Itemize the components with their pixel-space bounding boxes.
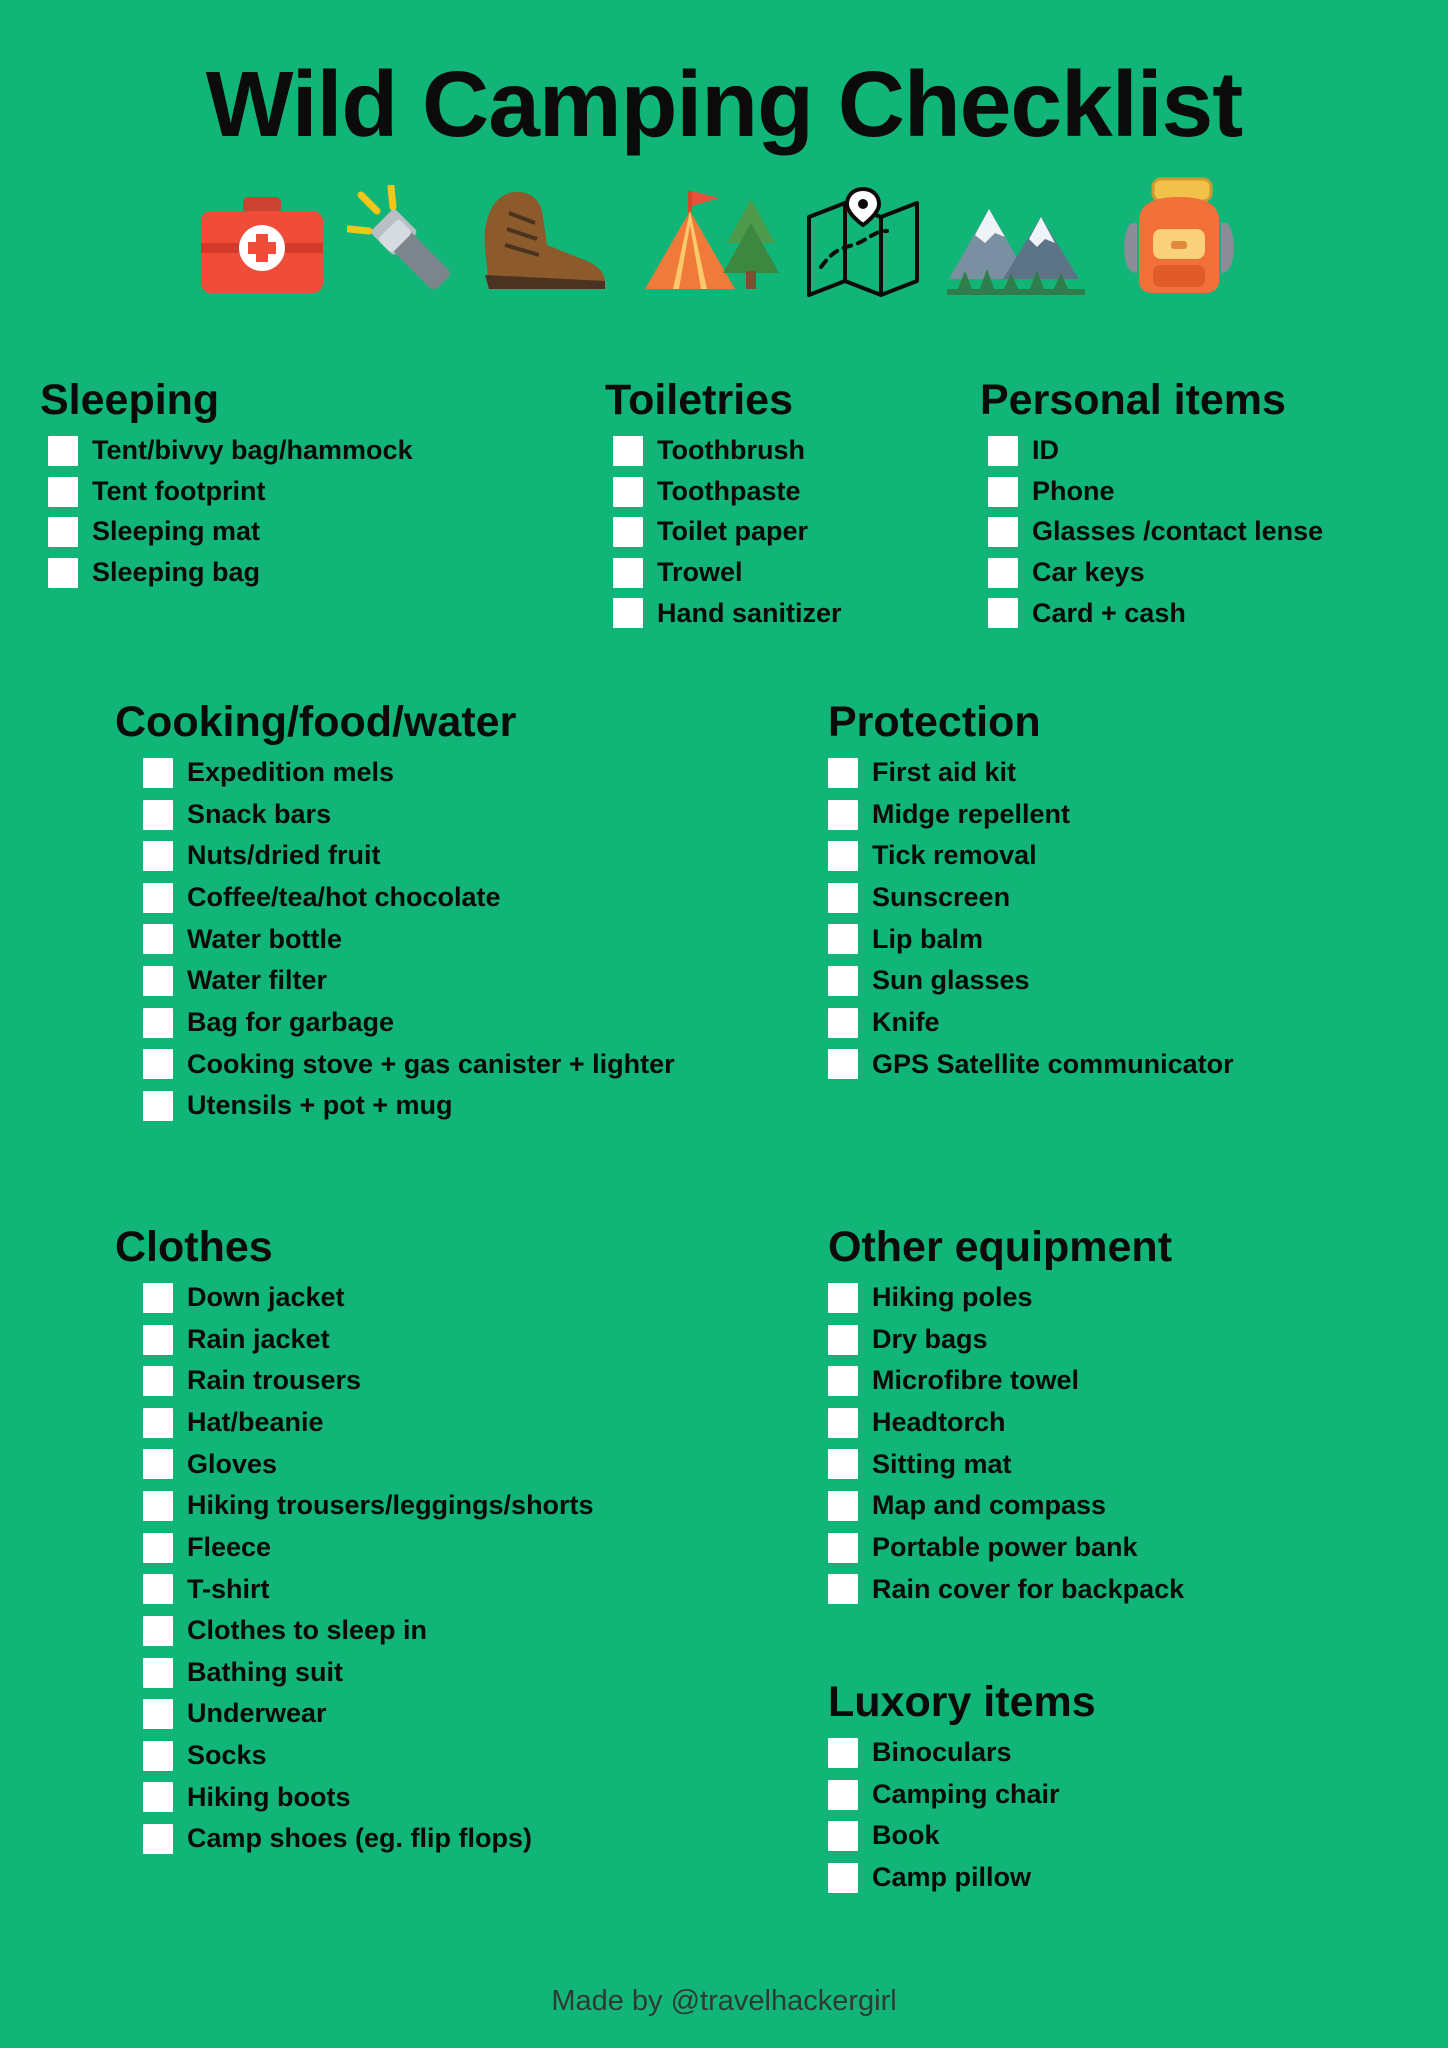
item-label: Rain cover for backpack xyxy=(872,1573,1185,1604)
list-item[interactable] xyxy=(143,1696,594,1732)
checkbox[interactable] xyxy=(143,1824,173,1854)
item-label: Tent/bivvy bag/hammock xyxy=(92,435,413,466)
list-item[interactable] xyxy=(143,1738,594,1774)
list-item[interactable] xyxy=(613,596,842,632)
item-label: Bathing suit xyxy=(187,1656,343,1687)
checkbox[interactable] xyxy=(828,1780,858,1810)
checkbox[interactable] xyxy=(143,1658,173,1688)
item-label: Tent footprint xyxy=(92,475,266,506)
checkbox[interactable] xyxy=(988,598,1018,628)
section-title: Protection xyxy=(828,698,1041,746)
checkbox[interactable] xyxy=(143,1491,173,1521)
item-label: Camp shoes (eg. flip flops) xyxy=(187,1823,533,1854)
list-item[interactable] xyxy=(613,555,842,591)
checkbox[interactable] xyxy=(828,883,858,913)
item-label: Expedition mels xyxy=(187,757,395,788)
checklist-items xyxy=(828,1735,1096,1896)
section-other-equipment xyxy=(828,1225,1184,1613)
section-title: Cooking/food/water xyxy=(115,698,517,746)
checkbox[interactable] xyxy=(143,1008,173,1038)
list-item[interactable] xyxy=(828,1530,1184,1566)
checkbox[interactable] xyxy=(828,800,858,830)
list-item[interactable] xyxy=(828,1447,1184,1483)
checkbox[interactable] xyxy=(613,436,643,466)
list-item[interactable] xyxy=(143,1655,594,1691)
item-label: Trowel xyxy=(657,557,743,588)
list-item[interactable] xyxy=(143,1280,594,1316)
list-item[interactable] xyxy=(988,596,1323,632)
checkbox[interactable] xyxy=(143,841,173,871)
checkbox[interactable] xyxy=(143,924,173,954)
checkbox[interactable] xyxy=(828,841,858,871)
checkbox[interactable] xyxy=(828,1821,858,1851)
item-label: Binoculars xyxy=(872,1737,1012,1768)
item-label: Hand sanitizer xyxy=(657,597,842,628)
checkbox[interactable] xyxy=(613,517,643,547)
item-label: Snack bars xyxy=(187,798,332,829)
list-item[interactable] xyxy=(988,514,1323,550)
section-clothes xyxy=(115,1225,594,1863)
item-label: Water bottle xyxy=(187,923,342,954)
item-label: Utensils + pot + mug xyxy=(187,1090,453,1121)
item-label: Phone xyxy=(1032,475,1115,506)
mountains-icon xyxy=(945,187,1087,302)
hiking-boot-icon xyxy=(475,187,611,302)
item-label: Portable power bank xyxy=(872,1531,1138,1562)
list-item[interactable] xyxy=(828,963,1234,999)
item-label: Card + cash xyxy=(1032,597,1186,628)
item-label: Water filter xyxy=(187,965,328,996)
item-label: Underwear xyxy=(187,1698,327,1729)
item-label: First aid kit xyxy=(872,757,1017,788)
section-sleeping xyxy=(40,378,413,596)
list-item[interactable] xyxy=(828,1280,1184,1316)
section-cooking-food-water xyxy=(115,700,675,1130)
item-label: Camp pillow xyxy=(872,1862,1032,1893)
checkbox[interactable] xyxy=(48,477,78,507)
list-item[interactable] xyxy=(828,1777,1096,1813)
item-label: Clothes to sleep in xyxy=(187,1615,428,1646)
checkbox[interactable] xyxy=(828,1449,858,1479)
list-item[interactable] xyxy=(828,922,1234,958)
checkbox[interactable] xyxy=(828,1283,858,1313)
list-item[interactable] xyxy=(143,1613,594,1649)
section-protection xyxy=(828,700,1234,1088)
item-label: Down jacket xyxy=(187,1282,345,1313)
item-label: Book xyxy=(872,1820,940,1851)
item-label: Map and compass xyxy=(872,1490,1107,1521)
item-label: Sitting mat xyxy=(872,1448,1012,1479)
checkbox[interactable] xyxy=(48,517,78,547)
checklist-items xyxy=(980,433,1323,631)
footer-credit: Made by @travelhackergirl xyxy=(551,1985,897,2017)
item-label: Glasses /contact lense xyxy=(1032,516,1324,547)
checkbox[interactable] xyxy=(143,966,173,996)
section-personal-items xyxy=(980,378,1323,636)
checkbox[interactable] xyxy=(828,1738,858,1768)
list-item[interactable] xyxy=(828,1005,1234,1041)
checkbox[interactable] xyxy=(143,800,173,830)
checkbox[interactable] xyxy=(143,1049,173,1079)
item-label: Sleeping bag xyxy=(92,557,261,588)
checkbox[interactable] xyxy=(143,1408,173,1438)
section-luxory-items xyxy=(828,1680,1096,1902)
checkbox[interactable] xyxy=(143,1741,173,1771)
item-label: Midge repellent xyxy=(872,798,1071,829)
item-label: Sleeping mat xyxy=(92,516,261,547)
list-item[interactable] xyxy=(48,474,413,510)
map-icon xyxy=(803,187,923,302)
item-label: Camping chair xyxy=(872,1778,1060,1809)
checklist-items xyxy=(115,755,675,1124)
item-label: Rain jacket xyxy=(187,1323,330,1354)
item-label: ID xyxy=(1032,435,1059,466)
list-item[interactable] xyxy=(828,838,1234,874)
item-label: GPS Satellite communicator xyxy=(872,1048,1234,1079)
list-item[interactable] xyxy=(828,1047,1234,1083)
item-label: Nuts/dried fruit xyxy=(187,840,381,871)
flashlight-icon xyxy=(347,185,453,302)
checkbox[interactable] xyxy=(143,1782,173,1812)
item-label: Toothpaste xyxy=(657,475,801,506)
item-label: Gloves xyxy=(187,1448,278,1479)
list-item[interactable] xyxy=(613,474,842,510)
list-item[interactable] xyxy=(988,555,1323,591)
item-label: Hiking trousers/leggings/shorts xyxy=(187,1490,594,1521)
checkbox[interactable] xyxy=(143,883,173,913)
item-label: Fleece xyxy=(187,1531,272,1562)
item-label: Hiking poles xyxy=(872,1282,1033,1313)
list-item[interactable] xyxy=(828,755,1234,791)
section-title: Clothes xyxy=(115,1223,273,1271)
checkbox[interactable] xyxy=(828,1366,858,1396)
list-item[interactable] xyxy=(143,1821,594,1857)
item-label: Hiking boots xyxy=(187,1781,351,1812)
checkbox[interactable] xyxy=(48,558,78,588)
checkbox[interactable] xyxy=(828,966,858,996)
list-item[interactable] xyxy=(48,555,413,591)
page-title: Wild Camping Checklist xyxy=(205,52,1243,156)
item-label: Rain trousers xyxy=(187,1365,362,1396)
tent-and-tree-icon xyxy=(633,181,781,302)
list-item[interactable] xyxy=(828,1488,1184,1524)
checkbox[interactable] xyxy=(143,1366,173,1396)
list-item[interactable] xyxy=(143,1405,594,1441)
checkbox[interactable] xyxy=(143,1091,173,1121)
checkbox[interactable] xyxy=(143,1616,173,1646)
list-item[interactable] xyxy=(613,433,842,469)
checkbox[interactable] xyxy=(828,1008,858,1038)
item-label: Coffee/tea/hot chocolate xyxy=(187,882,501,913)
item-label: Toilet paper xyxy=(657,516,809,547)
list-item[interactable] xyxy=(48,514,413,550)
checklist-items xyxy=(40,433,413,591)
checkbox[interactable] xyxy=(143,1449,173,1479)
list-item[interactable] xyxy=(143,755,675,791)
list-item[interactable] xyxy=(828,797,1234,833)
checkbox[interactable] xyxy=(48,436,78,466)
checkbox[interactable] xyxy=(143,758,173,788)
checkbox[interactable] xyxy=(828,1574,858,1604)
list-item[interactable] xyxy=(828,1322,1184,1358)
checkbox[interactable] xyxy=(613,598,643,628)
checkbox[interactable] xyxy=(828,1049,858,1079)
checklist-items xyxy=(828,755,1234,1082)
item-label: Sunscreen xyxy=(872,882,1011,913)
list-item[interactable] xyxy=(143,880,675,916)
illustration-row xyxy=(0,177,1448,302)
checkbox[interactable] xyxy=(988,558,1018,588)
list-item[interactable] xyxy=(143,838,675,874)
list-item[interactable] xyxy=(48,433,413,469)
item-label: Headtorch xyxy=(872,1407,1006,1438)
checkbox[interactable] xyxy=(988,517,1018,547)
checkbox[interactable] xyxy=(613,477,643,507)
item-label: Toothbrush xyxy=(657,435,805,466)
list-item[interactable] xyxy=(988,433,1323,469)
checkbox[interactable] xyxy=(143,1699,173,1729)
item-label: Socks xyxy=(187,1740,267,1771)
item-label: Cooking stove + gas canister + lighter xyxy=(187,1048,675,1079)
checkbox[interactable] xyxy=(988,436,1018,466)
section-title: Toiletries xyxy=(605,376,793,424)
checklist-items xyxy=(115,1280,594,1857)
checkbox[interactable] xyxy=(828,1325,858,1355)
list-item[interactable] xyxy=(143,1780,594,1816)
checkbox[interactable] xyxy=(613,558,643,588)
list-item[interactable] xyxy=(613,514,842,550)
section-title: Luxory items xyxy=(828,1678,1096,1726)
checkbox[interactable] xyxy=(143,1325,173,1355)
list-item[interactable] xyxy=(143,1572,594,1608)
checkbox[interactable] xyxy=(828,1491,858,1521)
item-label: Bag for garbage xyxy=(187,1006,395,1037)
checkbox[interactable] xyxy=(828,1408,858,1438)
item-label: T-shirt xyxy=(187,1573,270,1604)
list-item[interactable] xyxy=(143,963,675,999)
list-item[interactable] xyxy=(143,1047,675,1083)
item-label: Dry bags xyxy=(872,1323,988,1354)
list-item[interactable] xyxy=(143,797,675,833)
section-toiletries xyxy=(605,378,842,636)
item-label: Hat/beanie xyxy=(187,1407,324,1438)
checkbox[interactable] xyxy=(143,1574,173,1604)
backpack-icon xyxy=(1109,177,1249,302)
list-item[interactable] xyxy=(828,1572,1184,1608)
checkbox[interactable] xyxy=(828,1863,858,1893)
list-item[interactable] xyxy=(143,1005,675,1041)
list-item[interactable] xyxy=(828,1405,1184,1441)
item-label: Sun glasses xyxy=(872,965,1030,996)
item-label: Lip balm xyxy=(872,923,984,954)
first-aid-kit-icon xyxy=(199,193,325,302)
item-label: Knife xyxy=(872,1006,940,1037)
list-item[interactable] xyxy=(143,1322,594,1358)
list-item[interactable] xyxy=(828,1860,1096,1896)
list-item[interactable] xyxy=(143,1088,675,1124)
item-label: Car keys xyxy=(1032,557,1145,588)
checkbox[interactable] xyxy=(143,1533,173,1563)
section-title: Sleeping xyxy=(40,376,220,424)
item-label: Tick removal xyxy=(872,840,1037,871)
section-title: Other equipment xyxy=(828,1223,1173,1271)
list-item[interactable] xyxy=(143,922,675,958)
list-item[interactable] xyxy=(828,1363,1184,1399)
list-item[interactable] xyxy=(143,1530,594,1566)
list-item[interactable] xyxy=(828,880,1234,916)
checkbox[interactable] xyxy=(828,924,858,954)
list-item[interactable] xyxy=(988,474,1323,510)
list-item[interactable] xyxy=(828,1735,1096,1771)
list-item[interactable] xyxy=(143,1488,594,1524)
checkbox[interactable] xyxy=(143,1283,173,1313)
item-label: Microfibre towel xyxy=(872,1365,1080,1396)
checkbox[interactable] xyxy=(988,477,1018,507)
checkbox[interactable] xyxy=(828,1533,858,1563)
list-item[interactable] xyxy=(143,1447,594,1483)
checklist-items xyxy=(605,433,842,631)
checkbox[interactable] xyxy=(828,758,858,788)
section-title: Personal items xyxy=(980,376,1286,424)
list-item[interactable] xyxy=(143,1363,594,1399)
checklist-items xyxy=(828,1280,1184,1607)
list-item[interactable] xyxy=(828,1818,1096,1854)
